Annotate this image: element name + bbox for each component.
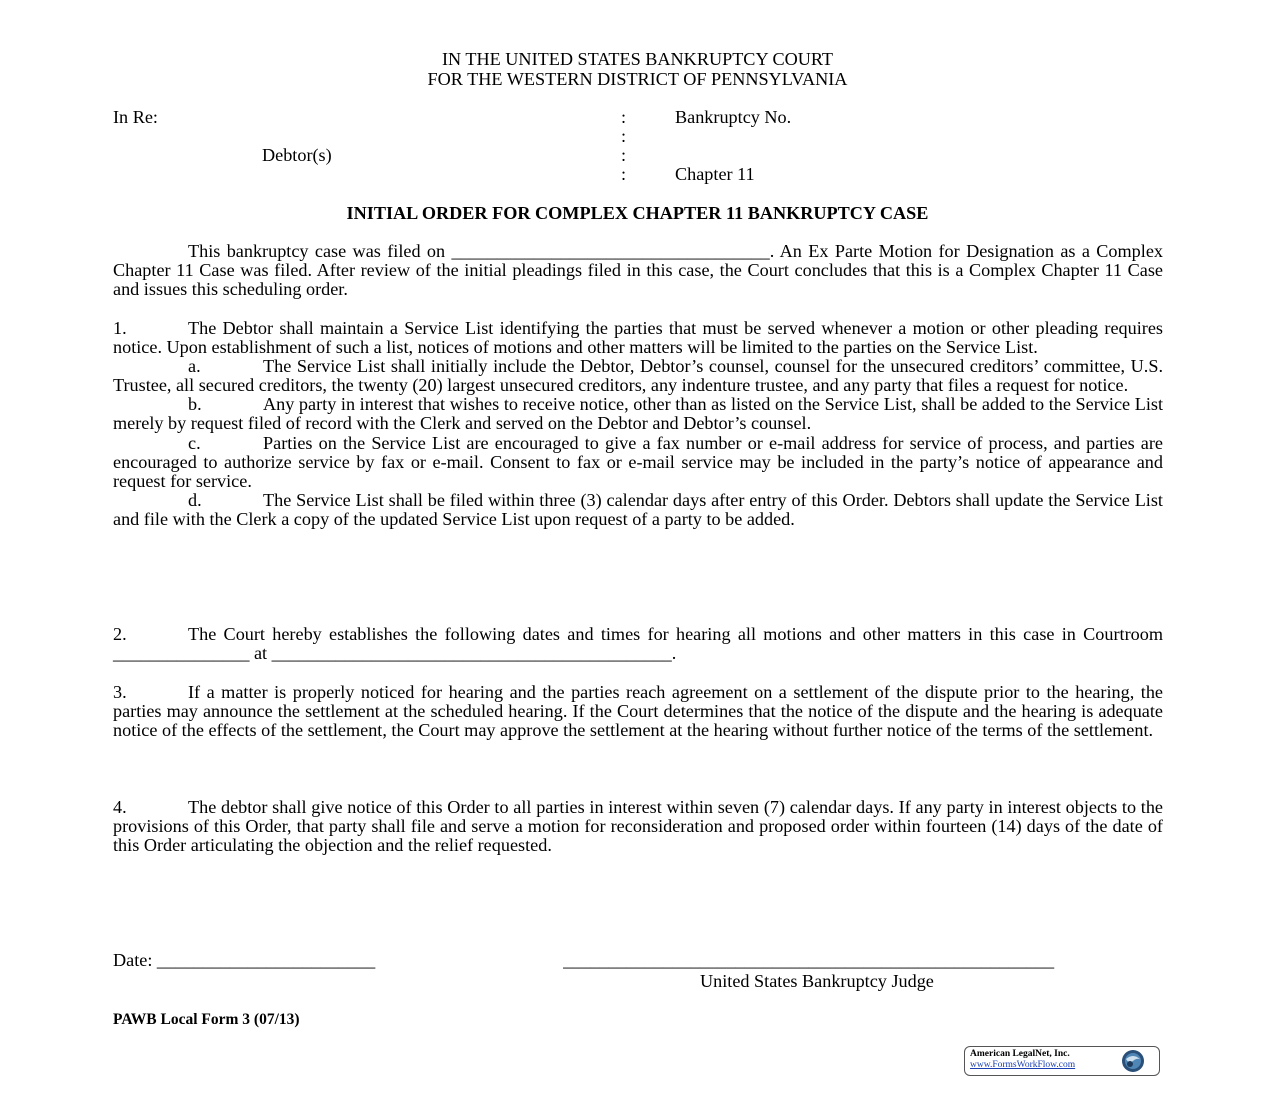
caption-colon: : [621, 164, 627, 184]
caption-colon: : [621, 107, 627, 127]
subsection-text: The Service List shall be filed within three (3) calendar days after entry of this Order. Debtors shall update the Service List and file with the Clerk a copy of the updated Service List upon request of a party to be added. [113, 489, 1163, 529]
subsection-label: a. [188, 356, 201, 377]
intro-paragraph [113, 242, 1163, 299]
section-text: The debtor shall give notice of this Order to all parties in interest within seven (7) calendar days. If any party in interest objects to the provisions of this Order, that party shall file and serve a motion for reconsideration and proposed order within fourteen (14) days of the date of this Order articulating the objection and the relief requested. [113, 797, 1163, 856]
caption-colon: : [621, 145, 627, 165]
judge-signature-line: ______________________________________________________ [563, 951, 1055, 970]
caption-colon: : [621, 126, 627, 146]
section-text: The Court hereby establishes the following dates and times for hearing all motions and other matters in this case in Courtroom _______________ at ____________________________________________. [113, 624, 1163, 664]
bankruptcy-no-label: Bankruptcy No. [675, 107, 792, 127]
in-re-label: In Re: [113, 107, 158, 127]
section-text: If a matter is properly noticed for hearing and the parties reach agreement on a settlement of the dispute prior to the hearing, the parties may announce the settlement at the scheduled hearing. If the Court determines that the notice of the dispute and the hearing is adequate notice of the effects of the settlement, the Court may approve the settlement at the hearing without further notice of the terms of the settlement. [113, 682, 1163, 741]
section-number: 3. [113, 682, 127, 702]
publisher-link[interactable]: www.FormsWorkFlow.com [970, 1060, 1076, 1070]
subsection-label: d. [188, 489, 202, 510]
date-signature-line: Date: ________________________ [113, 950, 376, 970]
chapter-label: Chapter 11 [675, 164, 755, 184]
intro-text: This bankruptcy case was filed on ___________________________________. An Ex Parte Motion for Designation as a Complex Chapter 11 Case was filed. After review of the initial pleadings filed in this case, the Court concludes that this is a Complex Chapter 11 Case and issues this scheduling order. [113, 241, 1163, 300]
subsection-label: b. [188, 394, 202, 415]
section-2 [113, 625, 1163, 663]
section-1 [113, 319, 1163, 529]
publisher-logo[interactable] [964, 1046, 1160, 1076]
order-title: INITIAL ORDER FOR COMPLEX CHAPTER 11 BANKRUPTCY CASE [346, 203, 929, 223]
section-text: The Debtor shall maintain a Service List identifying the parties that must be served whenever a motion or other pleading requires notice. Upon establishment of such a list, notices of motions and other matters will be limited to the parties on the Service List. [113, 318, 1163, 358]
court-header [0, 50, 1275, 89]
section-number: 2. [113, 624, 127, 644]
court-header-line-2: FOR THE WESTERN DISTRICT OF PENNSYLVANIA [427, 68, 848, 89]
section-4 [113, 798, 1163, 855]
section-number: 1. [113, 318, 127, 338]
subsection-label: c. [188, 432, 201, 453]
court-header-line-1: IN THE UNITED STATES BANKRUPTCY COURT [441, 49, 833, 69]
form-identifier: PAWB Local Form 3 (07/13) [113, 1011, 300, 1028]
section-number: 4. [113, 797, 127, 817]
publisher-name: American LegalNet, Inc. [970, 1049, 1070, 1059]
section-3 [113, 683, 1163, 740]
subsection-text: The Service List shall initially include the Debtor, Debtor’s counsel, counsel for the unsecured creditors’ committee, U.S. Trustee, all secured creditors, the twenty (20) largest unsecured creditors, any indenture trustee, and any party that files a request for notice. [113, 356, 1163, 396]
globe-icon [1121, 1049, 1145, 1073]
subsection-text: Parties on the Service List are encouraged to give a fax number or e-mail address for service of process, and parties are encouraged to authorize service by fax or e-mail. Consent to fax or e-mail service may be included in the party’s notice of appearance and request for service. [113, 432, 1163, 491]
judge-title: United States Bankruptcy Judge [700, 971, 934, 991]
debtors-label: Debtor(s) [262, 145, 332, 165]
subsection-text: Any party in interest that wishes to receive notice, other than as listed on the Service List, shall be added to the Service List merely by request filed of record with the Clerk and served on the Debtor and Debtor’s counsel. [113, 394, 1163, 434]
